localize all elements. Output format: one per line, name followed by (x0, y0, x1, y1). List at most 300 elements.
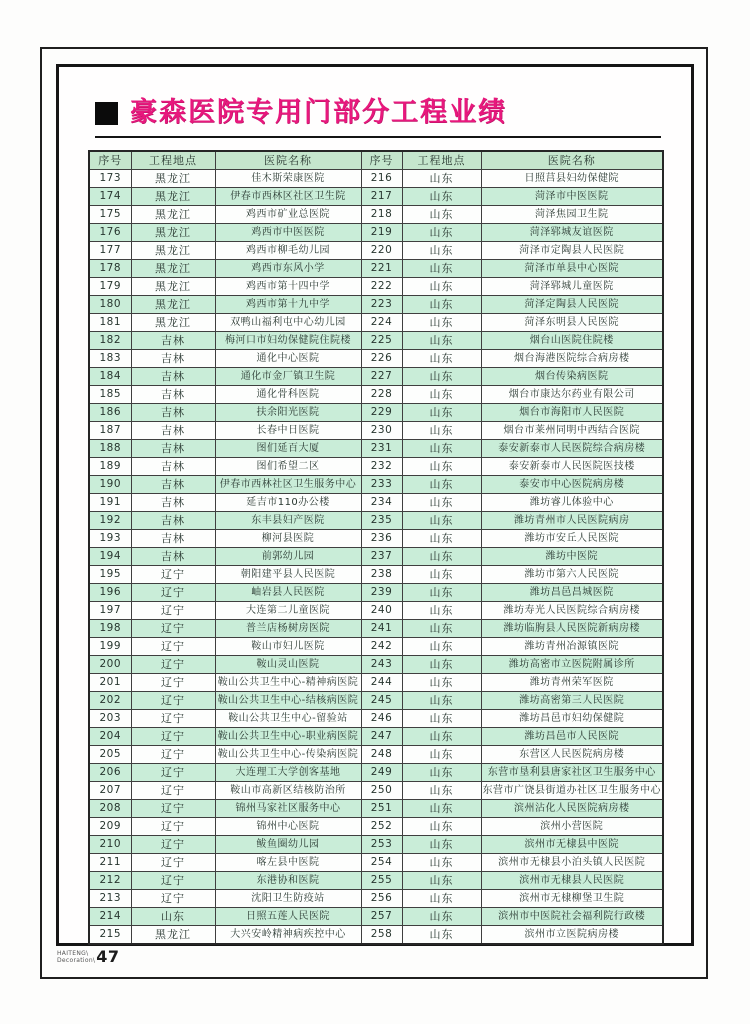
location-cell: 山东 (402, 458, 481, 476)
serial-cell: 204 (89, 728, 131, 746)
location-cell: 吉林 (131, 530, 215, 548)
location-cell: 山东 (402, 296, 481, 314)
hospital-cell: 鞍山市高新区结核防治所 (215, 782, 361, 800)
hospital-cell: 鞍山公共卫生中心-传染病医院 (215, 746, 361, 764)
hospital-cell: 烟台市莱州同明中西结合医院 (481, 422, 663, 440)
table-row (89, 548, 663, 566)
serial-cell: 219 (361, 224, 402, 242)
hospital-cell: 鞍山公共卫生中心-结核病医院 (215, 692, 361, 710)
location-cell: 山东 (402, 422, 481, 440)
table-row (89, 890, 663, 908)
location-cell: 辽宁 (131, 890, 215, 908)
hospital-cell: 菏泽市定陶县人民医院 (481, 242, 663, 260)
hospital-cell: 潍坊市第六人民医院 (481, 566, 663, 584)
hospital-cell: 菏泽焦园卫生院 (481, 206, 663, 224)
title-underline (95, 136, 661, 138)
table-row (89, 206, 663, 224)
location-cell: 山东 (402, 548, 481, 566)
hospital-cell: 鸡西市第十九中学 (215, 296, 361, 314)
hospital-cell: 潍坊昌邑昌城医院 (481, 584, 663, 602)
location-cell: 辽宁 (131, 674, 215, 692)
hospital-cell: 潍坊市安丘人民医院 (481, 530, 663, 548)
location-cell: 吉林 (131, 350, 215, 368)
page-title: 豪森医院专用门部分工程业绩 (130, 97, 507, 128)
serial-cell: 213 (89, 890, 131, 908)
serial-cell: 212 (89, 872, 131, 890)
hospital-cell: 锦州马家社区服务中心 (215, 800, 361, 818)
location-cell: 辽宁 (131, 692, 215, 710)
serial-cell: 233 (361, 476, 402, 494)
serial-cell: 179 (89, 278, 131, 296)
location-cell: 吉林 (131, 440, 215, 458)
hospital-cell: 菏泽市中医医院 (481, 188, 663, 206)
hospital-cell: 鞍山公共卫生中心-职业病医院 (215, 728, 361, 746)
serial-cell: 209 (89, 818, 131, 836)
table-row (89, 638, 663, 656)
hospital-cell: 大连第二儿童医院 (215, 602, 361, 620)
hospital-cell: 长春中日医院 (215, 422, 361, 440)
location-cell: 吉林 (131, 386, 215, 404)
location-cell: 辽宁 (131, 656, 215, 674)
table-row (89, 782, 663, 800)
header-location-left: 工程地点 (131, 151, 215, 170)
serial-cell: 193 (89, 530, 131, 548)
serial-cell: 226 (361, 350, 402, 368)
hospital-cell: 菏泽郓城儿童医院 (481, 278, 663, 296)
location-cell: 山东 (402, 746, 481, 764)
hospital-cell: 东营市广饶县街道办社区卫生服务中心 (481, 782, 663, 800)
serial-cell: 191 (89, 494, 131, 512)
hospital-cell: 滨州市中医院社会福利院行政楼 (481, 908, 663, 926)
serial-cell: 214 (89, 908, 131, 926)
serial-cell: 236 (361, 530, 402, 548)
serial-cell: 257 (361, 908, 402, 926)
location-cell: 黑龙江 (131, 206, 215, 224)
location-cell: 山东 (402, 926, 481, 945)
serial-cell: 246 (361, 710, 402, 728)
table-row (89, 260, 663, 278)
location-cell: 吉林 (131, 476, 215, 494)
table-row (89, 692, 663, 710)
location-cell: 吉林 (131, 404, 215, 422)
serial-cell: 241 (361, 620, 402, 638)
hospital-cell: 潍坊青州冶源镇医院 (481, 638, 663, 656)
serial-cell: 231 (361, 440, 402, 458)
hospital-cell: 滨州小营医院 (481, 818, 663, 836)
location-cell: 山东 (402, 674, 481, 692)
serial-cell: 225 (361, 332, 402, 350)
location-cell: 山东 (402, 206, 481, 224)
table-row (89, 926, 663, 945)
serial-cell: 221 (361, 260, 402, 278)
location-cell: 黑龙江 (131, 224, 215, 242)
serial-cell: 187 (89, 422, 131, 440)
hospital-cell: 图们延百大厦 (215, 440, 361, 458)
header-location-right: 工程地点 (402, 151, 481, 170)
location-cell: 辽宁 (131, 764, 215, 782)
serial-cell: 244 (361, 674, 402, 692)
location-cell: 辽宁 (131, 872, 215, 890)
location-cell: 黑龙江 (131, 314, 215, 332)
location-cell: 黑龙江 (131, 260, 215, 278)
serial-cell: 198 (89, 620, 131, 638)
location-cell: 山东 (402, 800, 481, 818)
table-row (89, 224, 663, 242)
table-row (89, 836, 663, 854)
hospital-cell: 潍坊临朐县人民医院新病房楼 (481, 620, 663, 638)
hospital-cell: 潍坊青州市人民医院病房 (481, 512, 663, 530)
table-row (89, 566, 663, 584)
table-row (89, 620, 663, 638)
serial-cell: 258 (361, 926, 402, 945)
hospital-cell: 鸡西市第十四中学 (215, 278, 361, 296)
location-cell: 黑龙江 (131, 296, 215, 314)
serial-cell: 206 (89, 764, 131, 782)
location-cell: 山东 (402, 350, 481, 368)
hospital-cell: 菏泽市单县中心医院 (481, 260, 663, 278)
serial-cell: 247 (361, 728, 402, 746)
hospital-cell: 东营市垦利县唐家社区卫生服务中心 (481, 764, 663, 782)
hospital-cell: 通化中心医院 (215, 350, 361, 368)
hospital-cell: 普兰店杨树房医院 (215, 620, 361, 638)
table-row (89, 530, 663, 548)
serial-cell: 222 (361, 278, 402, 296)
serial-cell: 217 (361, 188, 402, 206)
serial-cell: 223 (361, 296, 402, 314)
table-row (89, 404, 663, 422)
serial-cell: 234 (361, 494, 402, 512)
serial-cell: 252 (361, 818, 402, 836)
serial-cell: 177 (89, 242, 131, 260)
serial-cell: 224 (361, 314, 402, 332)
hospital-cell: 潍坊高密市立医院附属诊所 (481, 656, 663, 674)
hospital-cell: 沈阳卫生防疫站 (215, 890, 361, 908)
table-header-row (89, 151, 663, 170)
hospital-cell: 烟台市康达尔药业有限公司 (481, 386, 663, 404)
brand-mark (57, 947, 95, 964)
hospital-cell: 鞍山公共卫生中心-留验站 (215, 710, 361, 728)
serial-cell: 232 (361, 458, 402, 476)
serial-cell: 255 (361, 872, 402, 890)
page-number: 47 (96, 947, 120, 966)
serial-cell: 180 (89, 296, 131, 314)
location-cell: 辽宁 (131, 746, 215, 764)
serial-cell: 197 (89, 602, 131, 620)
location-cell: 黑龙江 (131, 188, 215, 206)
serial-cell: 184 (89, 368, 131, 386)
table-row (89, 386, 663, 404)
page-title-block (95, 99, 507, 127)
table-row (89, 512, 663, 530)
hospital-cell: 潍坊寿光人民医院综合病房楼 (481, 602, 663, 620)
hospital-cell: 双鸭山福利屯中心幼儿园 (215, 314, 361, 332)
table-row (89, 746, 663, 764)
hospital-cell: 伊春市西林社区卫生服务中心 (215, 476, 361, 494)
serial-cell: 245 (361, 692, 402, 710)
serial-cell: 174 (89, 188, 131, 206)
location-cell: 山东 (402, 872, 481, 890)
location-cell: 黑龙江 (131, 278, 215, 296)
location-cell: 辽宁 (131, 800, 215, 818)
table-row (89, 728, 663, 746)
header-serial-left: 序号 (89, 151, 131, 170)
location-cell: 山东 (402, 602, 481, 620)
location-cell: 山东 (402, 692, 481, 710)
serial-cell: 230 (361, 422, 402, 440)
serial-cell: 235 (361, 512, 402, 530)
location-cell: 山东 (402, 440, 481, 458)
serial-cell: 202 (89, 692, 131, 710)
serial-cell: 240 (361, 602, 402, 620)
table-row (89, 422, 663, 440)
location-cell: 辽宁 (131, 638, 215, 656)
location-cell: 山东 (402, 836, 481, 854)
table-row (89, 656, 663, 674)
location-cell: 山东 (131, 908, 215, 926)
hospital-cell: 菏泽东明县人民医院 (481, 314, 663, 332)
serial-cell: 210 (89, 836, 131, 854)
hospital-cell: 烟台海港医院综合病房楼 (481, 350, 663, 368)
table-row (89, 854, 663, 872)
table-row (89, 710, 663, 728)
table-row (89, 494, 663, 512)
table-row (89, 476, 663, 494)
table-row (89, 602, 663, 620)
hospital-cell: 烟台传染病医院 (481, 368, 663, 386)
serial-cell: 182 (89, 332, 131, 350)
location-cell: 山东 (402, 782, 481, 800)
hospital-cell: 锦州中心医院 (215, 818, 361, 836)
table-row (89, 242, 663, 260)
location-cell: 黑龙江 (131, 926, 215, 945)
hospital-cell: 菏泽郓城友谊医院 (481, 224, 663, 242)
location-cell: 山东 (402, 404, 481, 422)
table-row (89, 314, 663, 332)
hospital-cell: 泰安新泰市人民医院综合病房楼 (481, 440, 663, 458)
hospital-cell: 潍坊高密第三人民医院 (481, 692, 663, 710)
location-cell: 辽宁 (131, 602, 215, 620)
location-cell: 山东 (402, 332, 481, 350)
results-table (88, 150, 664, 945)
location-cell: 吉林 (131, 512, 215, 530)
hospital-cell: 潍坊青州荣军医院 (481, 674, 663, 692)
serial-cell: 248 (361, 746, 402, 764)
header-serial-right: 序号 (361, 151, 402, 170)
serial-cell: 253 (361, 836, 402, 854)
serial-cell: 190 (89, 476, 131, 494)
serial-cell: 256 (361, 890, 402, 908)
serial-cell: 185 (89, 386, 131, 404)
table-row (89, 872, 663, 890)
table-row (89, 296, 663, 314)
hospital-cell: 鸡西市矿业总医院 (215, 206, 361, 224)
hospital-cell: 潍坊睿儿体验中心 (481, 494, 663, 512)
brand-line1: HAITENG\ (57, 950, 89, 957)
location-cell: 山东 (402, 260, 481, 278)
location-cell: 山东 (402, 530, 481, 548)
hospital-cell: 佳木斯荣康医院 (215, 170, 361, 188)
location-cell: 山东 (402, 278, 481, 296)
location-cell: 山东 (402, 512, 481, 530)
hospital-cell: 图们希望二区 (215, 458, 361, 476)
location-cell: 山东 (402, 638, 481, 656)
table-row (89, 170, 663, 188)
serial-cell: 228 (361, 386, 402, 404)
table-row (89, 368, 663, 386)
location-cell: 山东 (402, 620, 481, 638)
serial-cell: 238 (361, 566, 402, 584)
location-cell: 山东 (402, 908, 481, 926)
location-cell: 山东 (402, 188, 481, 206)
hospital-cell: 岫岩县人民医院 (215, 584, 361, 602)
location-cell: 辽宁 (131, 836, 215, 854)
table-row (89, 764, 663, 782)
location-cell: 山东 (402, 314, 481, 332)
serial-cell: 203 (89, 710, 131, 728)
hospital-cell: 潍坊中医院 (481, 548, 663, 566)
location-cell: 山东 (402, 494, 481, 512)
table-row (89, 584, 663, 602)
hospital-cell: 滨州沾化人民医院病房楼 (481, 800, 663, 818)
table-row (89, 908, 663, 926)
serial-cell: 249 (361, 764, 402, 782)
serial-cell: 237 (361, 548, 402, 566)
brand-line2: Decoration\ (57, 957, 96, 964)
serial-cell: 239 (361, 584, 402, 602)
serial-cell: 216 (361, 170, 402, 188)
table-row (89, 818, 663, 836)
serial-cell: 199 (89, 638, 131, 656)
hospital-cell: 梅河口市妇幼保健院住院楼 (215, 332, 361, 350)
hospital-cell: 鸡西市中医医院 (215, 224, 361, 242)
table-row (89, 800, 663, 818)
serial-cell: 188 (89, 440, 131, 458)
hospital-cell: 滨州市无棣县小泊头镇人民医院 (481, 854, 663, 872)
title-bullet-square-icon (95, 102, 118, 125)
hospital-cell: 通化骨科医院 (215, 386, 361, 404)
hospital-cell: 柳河县医院 (215, 530, 361, 548)
location-cell: 辽宁 (131, 854, 215, 872)
serial-cell: 205 (89, 746, 131, 764)
location-cell: 辽宁 (131, 782, 215, 800)
location-cell: 山东 (402, 656, 481, 674)
location-cell: 山东 (402, 170, 481, 188)
hospital-cell: 喀左县中医院 (215, 854, 361, 872)
table-row (89, 674, 663, 692)
serial-cell: 189 (89, 458, 131, 476)
hospital-cell: 伊春市西林区社区卫生院 (215, 188, 361, 206)
serial-cell: 250 (361, 782, 402, 800)
hospital-cell: 鞍山公共卫生中心-精神病医院 (215, 674, 361, 692)
hospital-cell: 东丰县妇产医院 (215, 512, 361, 530)
serial-cell: 186 (89, 404, 131, 422)
hospital-cell: 延吉市110办公楼 (215, 494, 361, 512)
serial-cell: 183 (89, 350, 131, 368)
location-cell: 山东 (402, 710, 481, 728)
location-cell: 辽宁 (131, 728, 215, 746)
hospital-cell: 前郭幼儿园 (215, 548, 361, 566)
serial-cell: 242 (361, 638, 402, 656)
location-cell: 山东 (402, 386, 481, 404)
location-cell: 辽宁 (131, 566, 215, 584)
hospital-cell: 朝阳建平县人民医院 (215, 566, 361, 584)
serial-cell: 227 (361, 368, 402, 386)
results-table-body (89, 170, 663, 945)
location-cell: 吉林 (131, 458, 215, 476)
location-cell: 吉林 (131, 494, 215, 512)
location-cell: 辽宁 (131, 818, 215, 836)
hospital-cell: 烟台市海阳市人民医院 (481, 404, 663, 422)
hospital-cell: 鸡西市柳毛幼儿园 (215, 242, 361, 260)
hospital-cell: 泰安新泰市人民医院医技楼 (481, 458, 663, 476)
serial-cell: 201 (89, 674, 131, 692)
hospital-cell: 鲅鱼圈幼儿园 (215, 836, 361, 854)
hospital-cell: 大连理工大学创客基地 (215, 764, 361, 782)
location-cell: 辽宁 (131, 620, 215, 638)
serial-cell: 192 (89, 512, 131, 530)
serial-cell: 176 (89, 224, 131, 242)
location-cell: 吉林 (131, 368, 215, 386)
table-row (89, 350, 663, 368)
location-cell: 辽宁 (131, 584, 215, 602)
hospital-cell: 滨州市无棣县人民医院 (481, 872, 663, 890)
hospital-cell: 泰安市中心医院病房楼 (481, 476, 663, 494)
hospital-cell: 鞍山灵山医院 (215, 656, 361, 674)
table-row (89, 458, 663, 476)
hospital-cell: 滨州市立医院病房楼 (481, 926, 663, 945)
serial-cell: 195 (89, 566, 131, 584)
serial-cell: 173 (89, 170, 131, 188)
serial-cell: 251 (361, 800, 402, 818)
serial-cell: 254 (361, 854, 402, 872)
hospital-cell: 滨州市无棣柳堡卫生院 (481, 890, 663, 908)
serial-cell: 200 (89, 656, 131, 674)
serial-cell: 178 (89, 260, 131, 278)
serial-cell: 229 (361, 404, 402, 422)
hospital-cell: 东营区人民医院病房楼 (481, 746, 663, 764)
location-cell: 山东 (402, 476, 481, 494)
hospital-cell: 烟台山医院住院楼 (481, 332, 663, 350)
serial-cell: 220 (361, 242, 402, 260)
hospital-cell: 日照莒县妇幼保健院 (481, 170, 663, 188)
hospital-cell: 潍坊昌邑市妇幼保健院 (481, 710, 663, 728)
hospital-cell: 鸡西市东风小学 (215, 260, 361, 278)
header-hospital-right: 医院名称 (481, 151, 663, 170)
location-cell: 黑龙江 (131, 242, 215, 260)
hospital-cell: 大兴安岭精神病疾控中心 (215, 926, 361, 945)
serial-cell: 208 (89, 800, 131, 818)
location-cell: 吉林 (131, 548, 215, 566)
table-row (89, 332, 663, 350)
hospital-cell: 通化市金厂镇卫生院 (215, 368, 361, 386)
table-row (89, 440, 663, 458)
location-cell: 山东 (402, 368, 481, 386)
location-cell: 山东 (402, 242, 481, 260)
location-cell: 山东 (402, 728, 481, 746)
hospital-cell: 潍坊昌邑市人民医院 (481, 728, 663, 746)
header-hospital-left: 医院名称 (215, 151, 361, 170)
serial-cell: 181 (89, 314, 131, 332)
location-cell: 山东 (402, 584, 481, 602)
serial-cell: 207 (89, 782, 131, 800)
location-cell: 吉林 (131, 422, 215, 440)
serial-cell: 218 (361, 206, 402, 224)
location-cell: 山东 (402, 854, 481, 872)
location-cell: 山东 (402, 566, 481, 584)
serial-cell: 196 (89, 584, 131, 602)
location-cell: 山东 (402, 818, 481, 836)
location-cell: 黑龙江 (131, 170, 215, 188)
